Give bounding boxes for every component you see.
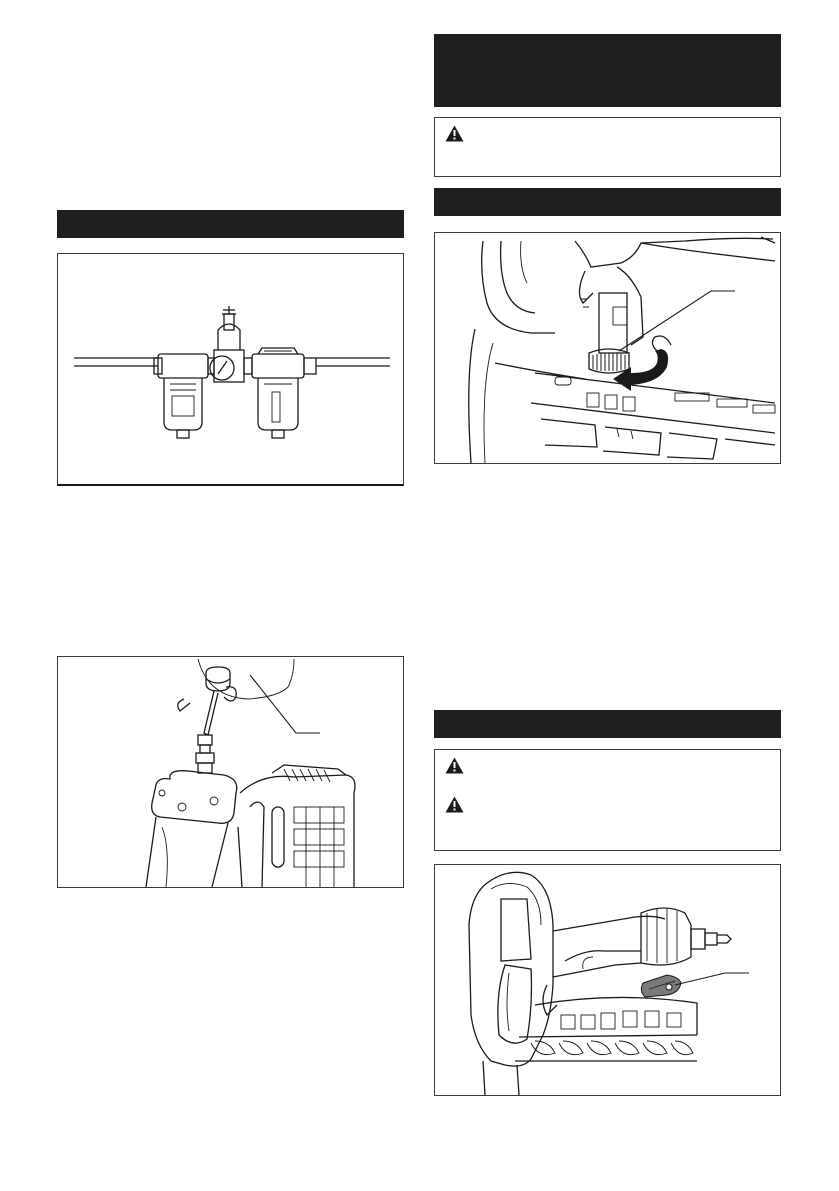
warning-triangle-icon — [445, 125, 464, 142]
nailer-tool-icon — [435, 865, 780, 1095]
oil-bottle-icon — [58, 657, 403, 887]
lubrication-header — [57, 210, 404, 238]
figure-tool-side — [434, 864, 781, 1096]
right-top-header — [434, 34, 781, 107]
warning-1 — [434, 117, 781, 177]
adjusting-depth-header — [434, 188, 781, 216]
warning-2 — [434, 749, 781, 851]
warning-triangle-icon — [445, 757, 464, 774]
adjuster-dial-icon — [435, 233, 780, 463]
figure-oiling — [57, 656, 404, 888]
filter-regulator-lubricator-icon — [58, 254, 403, 484]
adjuster-header — [434, 710, 781, 738]
figure-air-set — [57, 253, 404, 486]
figure-depth-adjuster — [434, 232, 781, 464]
warning-triangle-icon — [445, 796, 464, 813]
